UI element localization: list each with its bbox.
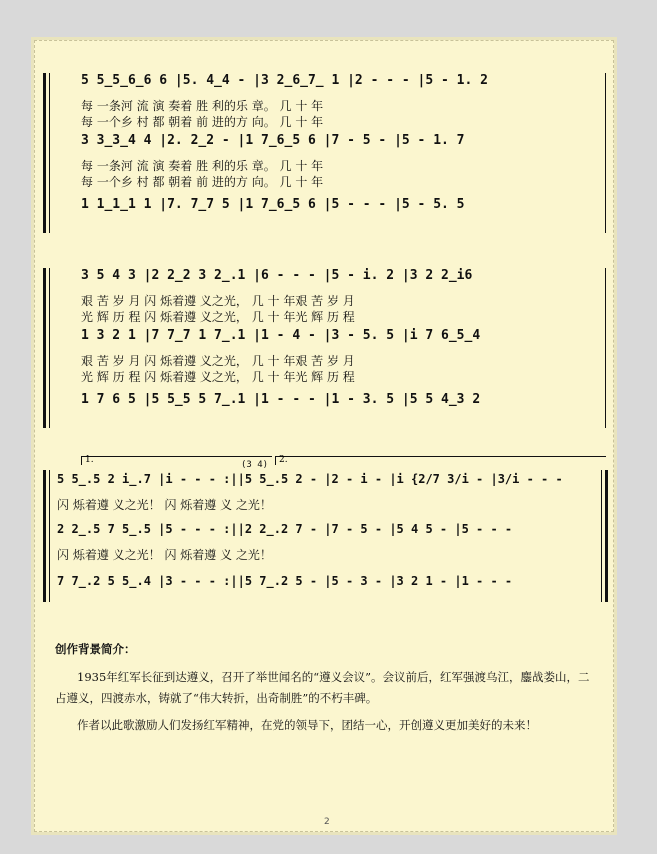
staff-bass	[35, 197, 613, 217]
notes-paragraph: 作者以此歌激励人们发扬红军精神，在党的领导下，团结一心，开创遵义更加美好的未来！	[77, 718, 537, 732]
notes-line: 2 2̲.5 7 5̲.5 |5 - - - :||2 2̲.2 7 - |7 - 5 - |5 4 5 - |5 - - -	[57, 522, 513, 536]
system-3	[35, 456, 613, 606]
lyric-text: 每 一个乡 村 都 朝着 前 进的方 向。 几 十 年	[81, 115, 324, 129]
notes-line: 7 7̲.2 5 5̲.4 |3 - - - :||5 7̲.2 5 - |5 - 3 - |3 2 1 - |1 - - -	[57, 574, 513, 588]
staff-alto	[35, 522, 613, 542]
lyric-line	[35, 352, 613, 368]
notes-line: 1 1̲1̲1 1 |7. 7̲7 5 |1 7̲6̲5 6 |5 - - - |5 - 5. 5	[81, 197, 465, 212]
notes-line: 5 5̲5̲6̲6 6 |5. 4̲4 - |3 2̲6̲7̲ 1 |2 - - - |5 - 1. 2	[81, 73, 488, 88]
lyric-line	[35, 113, 613, 129]
staff-soprano	[35, 268, 613, 288]
lyric-text: 每 一个乡 村 都 朝着 前 进的方 向。 几 十 年	[81, 175, 324, 189]
notes-line: 1 3 2 1 |7 7̲7 1 7̲.1 |1 - 4 - |3 - 5. 5 |i 7 6̲5̲4	[81, 328, 481, 343]
lyric-line	[35, 546, 613, 562]
staff-alto	[35, 328, 613, 348]
lyric-text: 每 一条河 流 演 奏着 胜 利的乐 章。 几 十 年	[81, 159, 324, 173]
notes-paragraph: 1935年红军长征到达遵义，召开了举世闻名的“遵义会议”。会议前后，红军强渡乌江，鏖战娄山，二占遵义，四渡赤水，铸就了“伟大转折，出奇制胜”的不朽丰碑。	[55, 670, 590, 705]
staff-bass	[35, 574, 613, 594]
lyric-text: 闪 烁着遵 义之光！ 闪 烁着遵 义 之光！	[57, 498, 272, 512]
system-1	[35, 71, 613, 236]
lyric-text: 闪 烁着遵 义之光！ 闪 烁着遵 义 之光！	[57, 548, 272, 562]
staff-alto	[35, 133, 613, 153]
lyric-text: 艰 苦 岁 月 闪 烁着遵 义之光， 几 十 年艰 苦 岁 月	[81, 294, 355, 308]
lyric-line	[35, 157, 613, 173]
lyric-line	[35, 308, 613, 324]
staff-soprano	[35, 472, 613, 492]
lyric-text: 艰 苦 岁 月 闪 烁着遵 义之光， 几 十 年艰 苦 岁 月	[81, 354, 355, 368]
lyric-text: 光 辉 历 程 闪 烁着遵 义之光， 几 十 年光 辉 历 程	[81, 370, 355, 384]
notes-line: 5 5̲.5 2 i̲.7 |i - - - :||5 5̲.5 2 - |2 - i - |i {2/7 3/i - |3/i - - -	[57, 472, 563, 486]
score-page	[34, 40, 614, 832]
page-number: 2	[324, 817, 330, 827]
lyric-line	[35, 292, 613, 308]
lyric-text: 光 辉 历 程 闪 烁着遵 义之光， 几 十 年光 辉 历 程	[81, 310, 355, 324]
notes-line: 1 7 6 5 |5 5̲5 5 7̲.1 |1 - - - |1 - 3. 5 |5 5 4̲3 2	[81, 392, 481, 407]
volta-1-label: 1.	[85, 455, 94, 465]
lyric-line	[35, 496, 613, 512]
lyric-line	[35, 97, 613, 113]
volta-2-label: 2.	[279, 455, 288, 465]
lyric-text: 每 一条河 流 演 奏着 胜 利的乐 章。 几 十 年	[81, 99, 324, 113]
notes-line: 3 5 4 3 |2 2̲2 3 2̲.1 |6 - - - |5 - i. 2 |3 2 2̲i6	[81, 268, 473, 283]
notes-heading: 创作背景简介：	[55, 642, 136, 656]
background-notes	[55, 641, 595, 742]
staff-bass	[35, 392, 613, 412]
lyric-line	[35, 368, 613, 384]
lyric-line	[35, 173, 613, 189]
tempo-mark-text: (3 4)	[241, 460, 269, 470]
staff-soprano	[35, 73, 613, 93]
notes-line: 3 3̲3̲4 4 |2. 2̲2 - |1 7̲6̲5 6 |7 - 5 - |5 - 1. 7	[81, 133, 465, 148]
system-2	[35, 266, 613, 431]
